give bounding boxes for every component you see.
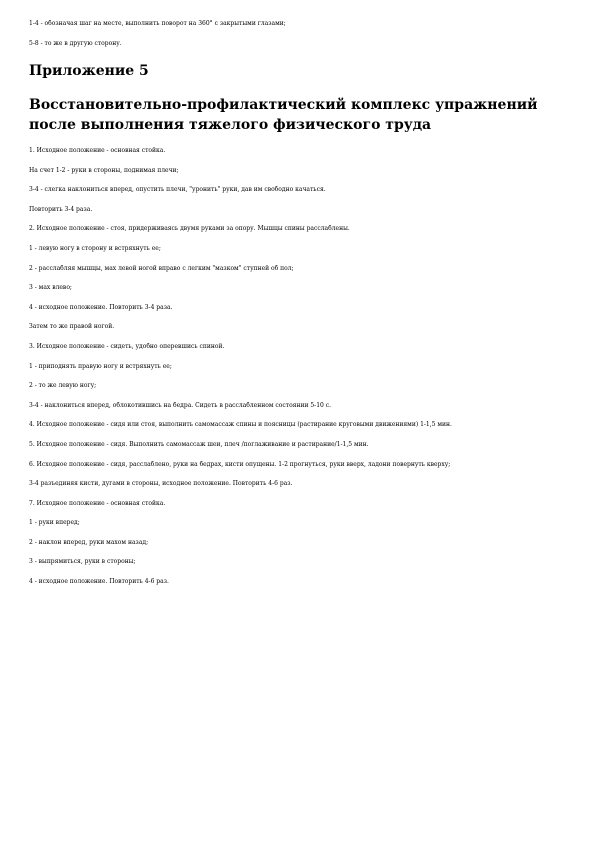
paragraph: 6. Исходное положение - сидя, расслаблено, руки на бедрах, кисти опущены. 1-2 прогнуться, руки вверх, ладони повернуть кверху;	[29, 460, 451, 468]
paragraph: 2. Исходное положение - стоя, придерживаясь двумя руками за опору. Мышцы спины расслаблены.	[29, 225, 350, 233]
paragraph: 4 - исходное положение. Повторить 3-4 раза.	[29, 303, 173, 311]
paragraph: 1 - левую ногу в сторону и встряхнуть ее;	[29, 244, 161, 252]
paragraph: 3 - мах влево;	[29, 284, 72, 292]
paragraph: Повторить 3-4 раза.	[29, 205, 93, 213]
appendix-heading: Приложение 5	[29, 63, 149, 79]
paragraph: 7. Исходное положение - основная стойка.	[29, 499, 166, 507]
paragraph: 5. Исходное положение - сидя. Выполнить самомассаж шеи, плеч /поглаживание и растирание/1-1,5 мин.	[29, 440, 369, 448]
paragraph: 3 - выпрямиться, руки в стороны;	[29, 558, 136, 566]
paragraph: 4. Исходное положение - сидя или стоя, выполнить самомассаж спины и поясницы (растирание круговыми движениями) 1-1,5 мин.	[29, 421, 452, 429]
paragraph: 1. Исходное положение - основная стойка.	[29, 147, 166, 154]
paragraph: 3. Исходное положение - сидеть, удобно оперевшись спиной.	[29, 342, 225, 350]
paragraph: 3-4 - наклониться вперед, облокотившись на бедра. Сидеть в расслабленном состоянии 5-10 с.	[29, 401, 332, 409]
paragraph: 1 - приподнять правую ногу и встряхнуть ее;	[29, 362, 172, 370]
paragraph: 3-4 - слегка наклониться вперед, опустить плечи, "уронить" руки, дав им свободно качаться.	[29, 186, 326, 194]
paragraph: 2 - расслабляя мышцы, мах левой ногой вправо с легким "мазком" ступней об пол;	[29, 264, 294, 272]
paragraph: 4 - исходное положение. Повторить 4-6 раз.	[29, 578, 169, 586]
exercise-list	[29, 147, 569, 598]
intro-line-1: 1-4 - обозначая шаг на месте, выполнить поворот на 360° с закрытыми глазами;	[29, 20, 286, 27]
paragraph: 1 - руки вперед;	[29, 519, 80, 527]
paragraph: Затем то же правой ногой.	[29, 323, 115, 331]
intro-line-2: 5-8 - то же в другую сторону.	[29, 40, 122, 47]
paragraph: 2 - то же левую ногу;	[29, 382, 97, 390]
document-title: Восстановительно-профилактический комплекс упражнений после выполнения тяжелого физического труда	[29, 97, 538, 133]
paragraph: На счет 1-2 - руки в стороны, поднимая плечи;	[29, 166, 179, 174]
paragraph: 3-4 разъединяя кисти, дугами в стороны, исходное положение. Повторить 4-6 раз.	[29, 480, 293, 488]
paragraph: 2 - наклон вперед, руки махом назад;	[29, 538, 149, 546]
